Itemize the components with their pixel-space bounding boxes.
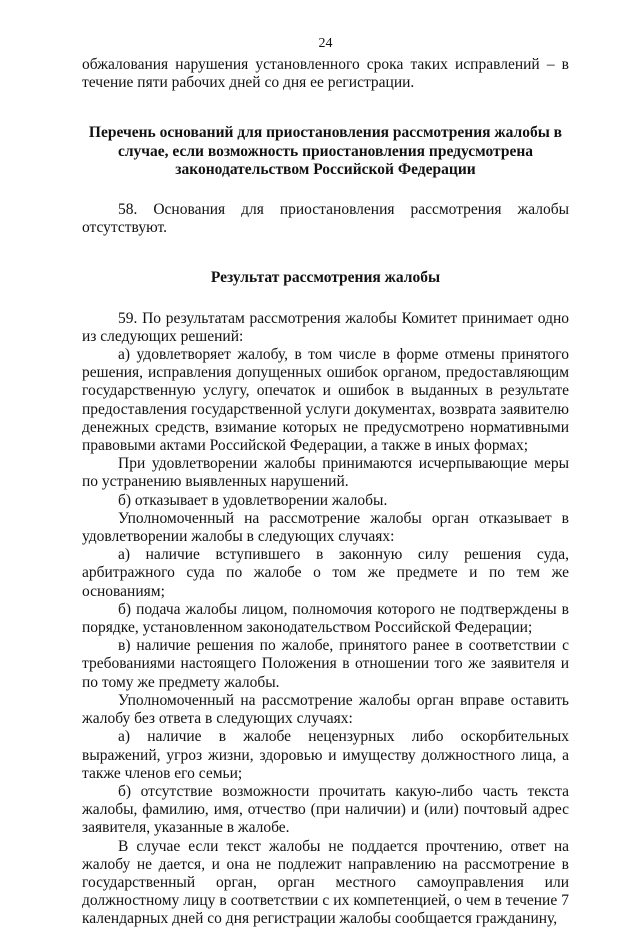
paragraph-refusal-a: а) наличие вступившего в законную силу решения суда, арбитражного суда по жалобе о том же предмете и по тем же основаниям; [82, 546, 569, 600]
page-number: 24 [318, 36, 333, 51]
paragraph-59-a: а) удовлетворяет жалобу, в том числе в форме отмены принятого решения, исправления допущенных ошибок органом, предоставляющим государственную услугу, опечаток и ошибок в выданных в результате предоставления государственной услуги документах, возврата заявителю денежных средств, взимание которых не предусмотрено нормативными правовыми актами Российской Федерации, а также в иных формах; [82, 346, 569, 455]
paragraph-refusal-cases: Уполномоченный на рассмотрение жалобы орган отказывает в удовлетворении жалобы в следующих случаях: [82, 509, 569, 546]
paragraph-no-answer-b: б) отсутствие возможности прочитать какую-либо часть текста жалобы, фамилию, имя, отчество (при наличии) и (или) почтовый адрес заявителя, указанные в жалобе. [82, 782, 569, 837]
paragraph-satisfaction-measures: При удовлетворении жалобы принимаются исчерпывающие меры по устранению выявленных нарушений. [82, 455, 569, 491]
paragraph-58: 58. Основания для приостановления рассмотрения жалобы отсутствуют. [82, 201, 569, 237]
section-heading-result: Результат рассмотрения жалобы [210, 269, 441, 287]
paragraph-refusal-v: в) наличие решения по жалобе, принятого ранее в соответствии с требованиями настоящего Положения в отношении того же заявителя и по тому же предмету жалобы. [82, 637, 569, 691]
paragraph-no-answer-a: а) наличие в жалобе нецензурных либо оскорбительных выражений, угроз жизни, здоровью и имуществу должностного лица, а также членов его семьи; [82, 728, 569, 782]
text-column [82, 36, 569, 929]
paragraph-refusal-b: б) подача жалобы лицом, полномочия которого не подтверждены в порядке, установленном законодательством Российской Федерации; [82, 600, 569, 637]
paragraph-unreadable-text: В случае если текст жалобы не поддается прочтению, ответ на жалобу не дается, и она не подлежит направлению на рассмотрение в государственный орган, орган местного самоуправления или должностному лицу в соответствии с их компетенцией, о чем в течение 7 календарных дней со дня регистрации жалобы сообщается гражданину, [82, 837, 569, 928]
paragraph-no-answer-cases: Уполномоченный на рассмотрение жалобы орган вправе оставить жалобу без ответа в следующих случаях: [82, 691, 569, 728]
paragraph-59-b: б) отказывает в удовлетворении жалобы. [118, 491, 388, 509]
paragraph-59: 59. По результатам рассмотрения жалобы Комитет принимает одно из следующих решений: [82, 309, 569, 345]
section-heading-suspension: Перечень оснований для приостановления рассмотрения жалобы в случае, если возможность приостановления предусмотрена законодательством Российской Федерации [88, 124, 563, 178]
paragraph-continuation: обжалования нарушения установленного срока таких исправлений – в течение пяти рабочих дней со дня ее регистрации. [82, 56, 569, 92]
